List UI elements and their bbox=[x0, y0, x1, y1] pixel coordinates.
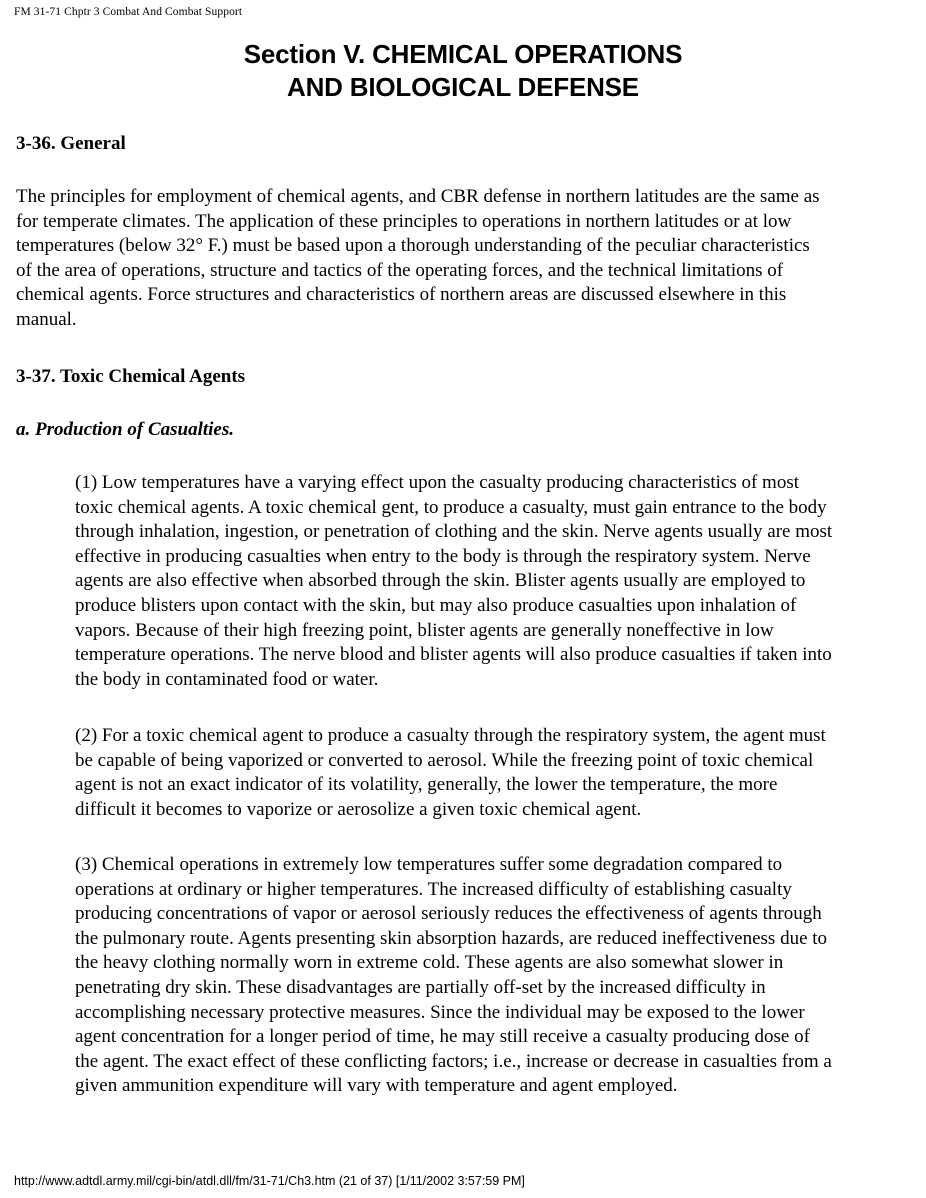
heading-general: 3-36. General bbox=[16, 133, 126, 154]
page-footer-url: http://www.adtdl.army.mil/cgi-bin/atdl.dll/fm/31-71/Ch3.htm (21 of 37) [1/11/2002 3:57:59 PM] bbox=[14, 1174, 525, 1188]
text-line: the agent. The exact effect of these conflicting factors; i.e., increase or decrease in casualties from a bbox=[75, 1050, 832, 1072]
section-title bbox=[0, 38, 926, 104]
text-line: chemical agents. Force structures and characteristics of northern areas are discussed elsewhere in this bbox=[16, 284, 787, 306]
running-header: FM 31-71 Chptr 3 Combat And Combat Support bbox=[14, 6, 243, 18]
text-line: agents are also effective when absorbed through the skin. Blister agents usually are employed to bbox=[75, 570, 806, 592]
text-line: (1) Low temperatures have a varying effect upon the casualty producing characteristics of most bbox=[75, 472, 800, 493]
text-line: produce blisters upon contact with the skin, but may also produce casualties upon inhalation of bbox=[75, 594, 797, 616]
text-line: toxic chemical agents. A toxic chemical gent, to produce a casualty, must gain entrance to the body bbox=[75, 496, 827, 518]
text-line: (3) Chemical operations in extremely low temperatures suffer some degradation compared to bbox=[75, 854, 783, 875]
paragraph-3 bbox=[75, 853, 909, 1099]
text-line: of the area of operations, structure and tactics of the operating forces, and the technical limitations of bbox=[16, 259, 784, 281]
text-line: agent is not an exact indicator of its volatility, generally, the lower the temperature, the more bbox=[75, 774, 778, 796]
text-line: temperature operations. The nerve blood and blister agents will also produce casualties if taken into bbox=[75, 644, 832, 666]
text-line: operations at ordinary or higher temperatures. The increased difficulty of establishing casualty bbox=[75, 878, 792, 900]
text-line: vapors. Because of their high freezing point, blister agents are generally noneffective in low bbox=[75, 619, 774, 641]
general-paragraph bbox=[16, 185, 906, 333]
text-line: effective in producing casualties when entry to the body is through the respiratory system. Nerve bbox=[75, 545, 811, 567]
text-line: given ammunition expenditure will vary with temperature and agent employed. bbox=[75, 1075, 678, 1097]
section-title-line-2: AND BIOLOGICAL DEFENSE bbox=[287, 72, 639, 102]
text-line: agent concentration for a longer period of time, he may still receive a casualty producing dose of bbox=[75, 1026, 810, 1048]
text-line: be capable of being vaporized or converted to aerosol. While the freezing point of toxic chemical bbox=[75, 749, 814, 771]
section-title-line-1: Section V. CHEMICAL OPERATIONS bbox=[243, 39, 683, 69]
text-line: the heavy clothing normally worn in extreme cold. These agents are also somewhat slower in bbox=[75, 952, 784, 974]
text-line: The principles for employment of chemical agents, and CBR defense in northern latitudes are the same as bbox=[16, 186, 820, 207]
text-line: temperatures (below 32° F.) must be based upon a thorough understanding of the peculiar characteristics bbox=[16, 235, 810, 257]
text-line: difficult it becomes to vaporize or aerosolize a given toxic chemical agent. bbox=[75, 798, 642, 820]
text-line: through inhalation, ingestion, or penetration of clothing and the skin. Nerve agents usually are most bbox=[75, 521, 833, 543]
text-line: manual. bbox=[16, 308, 77, 330]
text-line: (2) For a toxic chemical agent to produce a casualty through the respiratory system, the agent must bbox=[75, 725, 826, 746]
text-line: for temperate climates. The application of these principles to operations in northern latitudes or at low bbox=[16, 210, 792, 232]
text-line: the pulmonary route. Agents presenting skin absorption hazards, are reduced ineffectiveness due to bbox=[75, 927, 828, 949]
paragraph-2 bbox=[75, 724, 909, 822]
heading-toxic-agents: 3-37. Toxic Chemical Agents bbox=[16, 366, 246, 387]
text-line: producing concentrations of vapor or aerosol seriously reduces the effectiveness of agents through bbox=[75, 903, 822, 925]
paragraph-1 bbox=[75, 471, 909, 692]
text-line: penetrating dry skin. These disadvantages are partially off-set by the increased difficulty in bbox=[75, 976, 766, 998]
text-line: the body in contaminated food or water. bbox=[75, 668, 379, 690]
subheading-production-of-casualties: a. Production of Casualties. bbox=[16, 419, 234, 440]
text-line: accomplishing necessary protective measures. Since the individual may be exposed to the lower bbox=[75, 1001, 805, 1023]
